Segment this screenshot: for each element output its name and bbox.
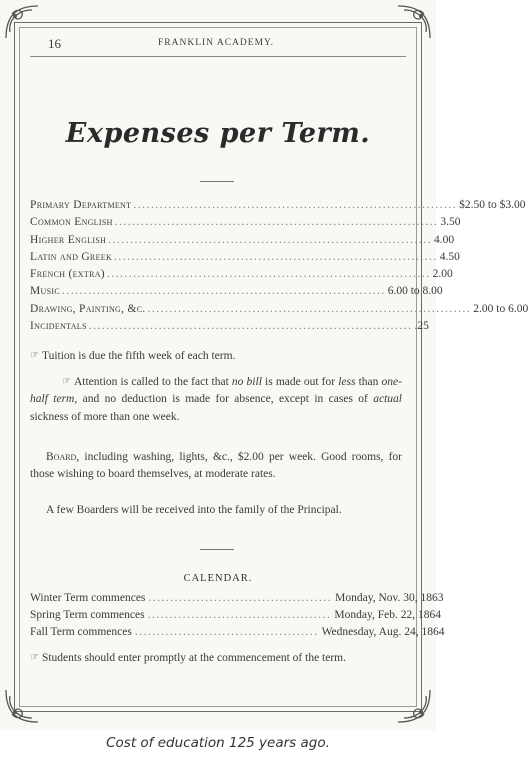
attention-emphasis: actual [373, 393, 402, 406]
calendar-title: CALENDAR. [183, 573, 253, 584]
fee-label: Higher English [30, 233, 107, 246]
calendar-term: Winter Term commences [30, 592, 146, 604]
fee-row [30, 283, 443, 300]
tuition-text: Tuition is due the fifth week of each term. [41, 350, 236, 362]
fee-label: Incidentals [30, 320, 87, 333]
fee-label: French (extra) [30, 268, 105, 281]
fee-label: Drawing, Painting, &c. [30, 302, 146, 315]
pointing-hand-icon: ☞ [62, 376, 71, 387]
leader-dots: .......................................................................... [106, 268, 431, 281]
attention-emphasis: one-half term, [30, 376, 402, 406]
leader-dots: .......................................................................... [61, 285, 386, 298]
calendar-list [30, 590, 445, 641]
image-caption: Cost of education 125 years ago. [106, 735, 330, 751]
fee-label: Primary Department [30, 199, 132, 211]
leader-dots: .......................................................................... [133, 199, 458, 211]
attention-text: sickness of more than one week. [30, 410, 180, 423]
attention-text: is made out for [261, 376, 339, 388]
students-note [30, 649, 402, 667]
leader-dots: .......................................................................... [114, 216, 439, 229]
calendar-date: Monday, Nov. 30, 1863 [335, 592, 444, 604]
leader-dots: .......................................... [148, 592, 333, 604]
fee-price: 6.00 to 8.00 [387, 285, 443, 298]
attention-text: Attention is called to the fact that [73, 376, 232, 388]
fee-row [30, 318, 429, 335]
leader-dots: .......................................... [134, 626, 319, 638]
section-divider [200, 549, 234, 550]
fee-label: Latin and Greek [30, 250, 113, 263]
attention-text: than [355, 376, 382, 388]
pointing-hand-icon: ☞ [30, 350, 39, 361]
corner-ornament-icon [394, 2, 434, 42]
leader-dots: .......................................................................... [108, 233, 432, 246]
page-number: 16 [48, 36, 61, 51]
fee-label: Music [30, 285, 60, 298]
board-text: including washing, lights, &c., $2.00 per week. Good rooms, for those wishing to board themselves, at moderate rates. [30, 451, 402, 481]
calendar-row [30, 607, 441, 624]
calendar-row [30, 590, 444, 607]
attention-note [30, 373, 402, 426]
corner-ornament-icon [2, 686, 42, 726]
fee-row [30, 214, 461, 231]
calendar-row [30, 624, 445, 641]
header-rule [30, 56, 406, 57]
fee-row [30, 197, 526, 214]
leader-dots: .......................................... [147, 609, 332, 621]
attention-text: and no deduction is made for absence, except in cases of [77, 393, 374, 406]
calendar-date: Monday, Feb. 22, 1864 [334, 609, 441, 621]
fee-price: 4.50 [439, 250, 460, 263]
running-head: FRANKLIN ACADEMY. [158, 38, 275, 48]
boarders-note [30, 502, 402, 519]
pointing-hand-icon: ☞ [30, 652, 39, 663]
board-note [30, 449, 402, 484]
fee-price: 2.00 to 6.00 [473, 302, 528, 315]
calendar-term: Spring Term commences [30, 609, 145, 621]
fee-price: 2.00 [432, 268, 453, 281]
tuition-note [30, 347, 402, 365]
fee-price: .25 [414, 320, 429, 333]
leader-dots: .......................................................................... [88, 320, 413, 333]
corner-ornament-icon [2, 2, 42, 42]
fee-list [30, 197, 528, 335]
fee-row [30, 266, 453, 283]
leader-dots: .......................................................................... [114, 250, 438, 263]
fee-price: $2.50 to $3.00 [459, 199, 526, 211]
fee-price: 4.00 [433, 233, 455, 246]
students-text: Students should enter promptly at the commencement of the term. [41, 652, 347, 664]
leader-dots: .......................................................................... [147, 302, 472, 315]
board-lead: Board, [46, 451, 80, 463]
attention-emphasis: less [338, 376, 356, 388]
boarders-text: A few Boarders will be received into the family of the Principal. [46, 504, 342, 516]
calendar-term: Fall Term commences [30, 626, 132, 638]
fee-row [30, 232, 455, 249]
fee-row [30, 301, 528, 318]
fee-label: Common English [30, 216, 113, 229]
corner-ornament-icon [394, 686, 434, 726]
fee-row [30, 249, 460, 266]
attention-emphasis: no bill [231, 376, 262, 388]
page-title: Expenses per Term. [65, 118, 371, 149]
calendar-date: Wednesday, Aug. 24, 1864 [321, 626, 445, 638]
title-divider [200, 181, 234, 182]
fee-price: 3.50 [440, 216, 461, 229]
